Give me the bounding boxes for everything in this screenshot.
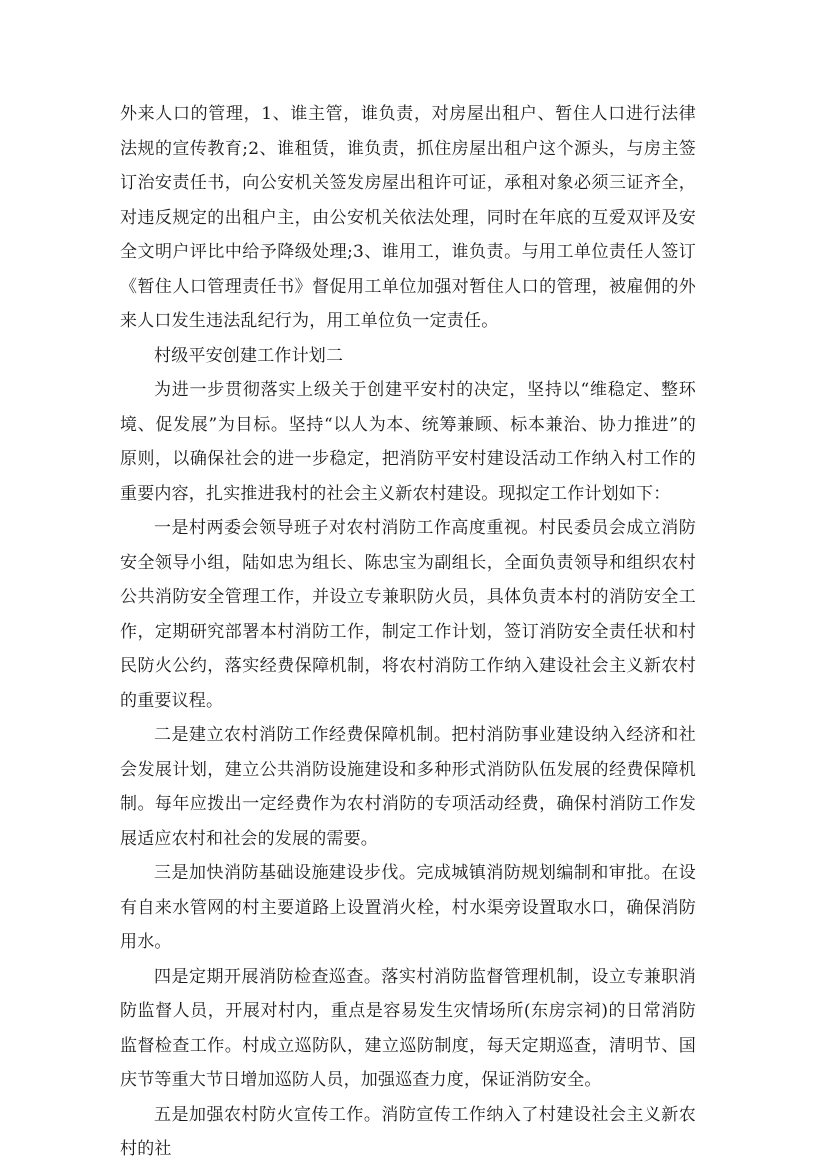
- paragraph-intro: 为进一步贯彻落实上级关于创建平安村的决定，坚持以“维稳定、整环境、促发展”为目标。坚持“以人为本、统筹兼顾、标本兼治、协力推进”的原则，以确保社会的进一步稳定，把消防平安村建设活动工作纳入村工作的重要内容，扎实推进我村的社会主义新农村建设。现拟定工作计划如下：: [120, 380, 696, 504]
- section-heading: 村级平安创建工作计划二: [154, 345, 344, 366]
- paragraph-migrant-management: 外来人口的管理，1、谁主管，谁负责，对房屋出租户、暂住人口进行法律法规的宣传教育;2、谁租赁，谁负责，抓住房屋出租户这个源头，与房主签订治安责任书，向公安机关签发房屋出租许可证，承租对象必须三证齐全，对违反规定的出租户主，由公安机关依法处理，同时在年底的互爱双评及安全文明户评比中给予降级处理;3、谁用工，谁负责。与用工单位责任人签订《暂住人口管理责任书》督促用工单位加强对暂住人口的管理，被雇佣的外来人口发生违法乱纪行为，用工单位负一定责任。: [120, 104, 696, 331]
- paragraph-publicity: 五是加强农村防火宣传工作。消防宣传工作纳入了村建设社会主义新农村的社: [120, 1104, 696, 1159]
- document-page: [120, 97, 696, 1167]
- paragraph-inspection: 四是定期开展消防检查巡查。落实村消防监督管理机制，设立专兼职消防监督人员，开展对村内，重点是容易发生灾情场所(东房宗祠)的日常消防监督检查工作。村成立巡防队，建立巡防制度，每天定期巡查，清明节、国庆节等重大节日增加巡防人员，加强巡查力度，保证消防安全。: [120, 966, 696, 1090]
- paragraph-leadership: 一是村两委会领导班子对农村消防工作高度重视。村民委员会成立消防安全领导小组，陆如忠为组长、陈忠宝为副组长，全面负责领导和组织农村公共消防安全管理工作，并设立专兼职防火员，具体负责本村的消防安全工作，定期研究部署本村消防工作，制定工作计划，签订消防安全责任状和村民防火公约，落实经费保障机制，将农村消防工作纳入建设社会主义新农村的重要议程。: [120, 518, 696, 711]
- paragraph-funding: 二是建立农村消防工作经费保障机制。把村消防事业建设纳入经济和社会发展计划，建立公共消防设施建设和多种形式消防队伍发展的经费保障机制。每年应拨出一定经费作为农村消防的专项活动经费，确保村消防工作发展适应农村和社会的发展的需要。: [120, 725, 696, 849]
- paragraph-infrastructure: 三是加快消防基础设施建设步伐。完成城镇消防规划编制和审批。在设有自来水管网的村主要道路上设置消火栓，村水渠旁设置取水口，确保消防用水。: [120, 863, 696, 952]
